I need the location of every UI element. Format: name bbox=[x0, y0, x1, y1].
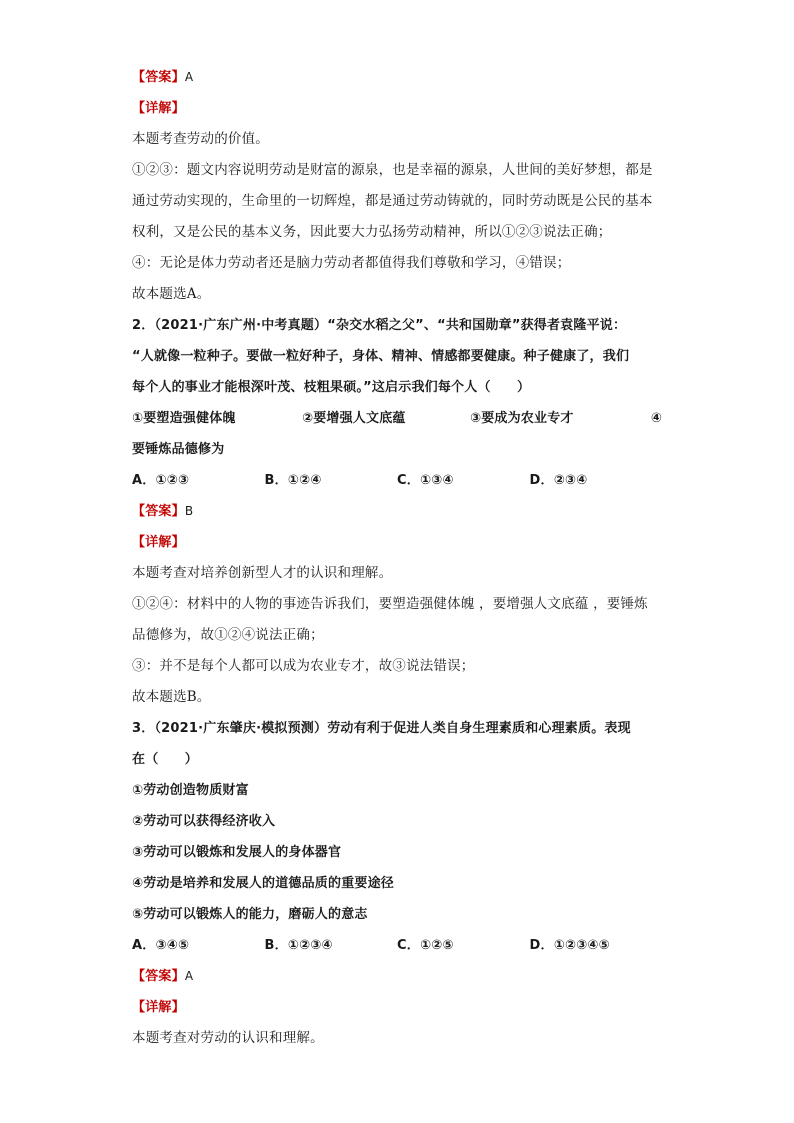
question-stem: “人就像一粒种子。要做一粒好种子，身体、精神、情感都要健康。种子健康了，我们 bbox=[132, 349, 630, 364]
question-item: ④劳动是培养和发展人的道德品质的重要途径 bbox=[132, 876, 395, 891]
option-b: B．①②③④ bbox=[264, 938, 333, 953]
question-item: ①劳动创造物质财富 bbox=[132, 783, 249, 798]
answer-value: A bbox=[184, 969, 194, 983]
options-row bbox=[132, 465, 662, 496]
paragraph-line: 本题考查劳动的价值。 bbox=[132, 131, 269, 147]
item: ③要成为农业专才 bbox=[470, 411, 574, 426]
answer-line bbox=[132, 62, 662, 93]
options-row bbox=[132, 930, 662, 961]
option-c: C．①③④ bbox=[397, 473, 454, 488]
paragraph-line: 品德修为，故①②④说法正确； bbox=[132, 627, 324, 643]
option-b: B．①②④ bbox=[264, 473, 322, 488]
question-stem: 2．（2021·广东广州·中考真题）“杂交水稻之父”、“共和国勋章”获得者袁隆平说： bbox=[132, 318, 627, 333]
question-item: ②劳动可以获得经济收入 bbox=[132, 814, 276, 829]
paragraph-line: ①②③：题文内容说明劳动是财富的源泉，也是幸福的源泉，人世间的美好梦想，都是 bbox=[132, 162, 653, 178]
answer-value: B bbox=[184, 504, 194, 518]
option-a: A．①②③ bbox=[132, 473, 190, 488]
question-item-continued: 要锤炼品德修为 bbox=[132, 442, 225, 457]
paragraph-line: ④：无论是体力劳动者还是脑力劳动者都值得我们尊敬和学习，④错误； bbox=[132, 255, 571, 271]
question-stem: 3．（2021·广东肇庆·模拟预测）劳动有利于促进人类自身生理素质和心理素质。表现 bbox=[132, 721, 631, 736]
option-d: D．①②③④⑤ bbox=[529, 938, 610, 953]
detail-line bbox=[132, 992, 662, 1023]
answer-value: A bbox=[184, 70, 194, 84]
paragraph-line: 权利，又是公民的基本义务，因此要大力弘扬劳动精神，所以①②③说法正确； bbox=[132, 224, 612, 240]
question-item: ⑤劳动可以锻炼人的能力，磨砺人的意志 bbox=[132, 907, 368, 922]
detail-tag: 【详解】 bbox=[132, 101, 185, 116]
paragraph-line: ①②④：材料中的人物的事迹告诉我们，要塑造强健体魄 ，要增强人文底蕴 ，要锤炼 bbox=[132, 596, 648, 612]
answer-tag: 【答案】 bbox=[132, 70, 185, 85]
answer-tag: 【答案】 bbox=[132, 969, 185, 984]
question-item: ③劳动可以锻炼和发展人的身体器官 bbox=[132, 845, 342, 860]
detail-tag: 【详解】 bbox=[132, 535, 185, 550]
option-a: A．③④⑤ bbox=[132, 938, 190, 953]
question-items bbox=[132, 403, 662, 434]
answer-line bbox=[132, 961, 662, 992]
paragraph-line: 故本题选B。 bbox=[132, 689, 211, 705]
question-stem: 在（ ） bbox=[132, 752, 199, 767]
paragraph-line: 通过劳动实现的，生命里的一切辉煌，都是通过劳动铸就的，同时劳动既是公民的基本 bbox=[132, 193, 653, 209]
answer-tag: 【答案】 bbox=[132, 504, 185, 519]
item: ②要增强人文底蕴 bbox=[302, 411, 406, 426]
option-d: D．②③④ bbox=[529, 473, 588, 488]
question-stem: 每个人的事业才能根深叶茂、枝粗果硕。”这启示我们每个人（ ） bbox=[132, 380, 531, 395]
detail-line bbox=[132, 527, 662, 558]
detail-tag: 【详解】 bbox=[132, 1000, 185, 1015]
paragraph-line: 本题考查对劳动的认识和理解。 bbox=[132, 1030, 324, 1046]
paragraph-line: 本题考查对培养创新型人才的认识和理解。 bbox=[132, 565, 393, 581]
document-page bbox=[132, 62, 662, 1054]
paragraph-line: ③：并不是每个人都可以成为农业专才，故③说法错误； bbox=[132, 658, 475, 674]
detail-line bbox=[132, 93, 662, 124]
paragraph-line: 故本题选A。 bbox=[132, 286, 211, 302]
option-c: C．①②⑤ bbox=[397, 938, 454, 953]
item: ①要塑造强健体魄 bbox=[132, 411, 236, 426]
item: ④ bbox=[650, 411, 662, 426]
answer-line bbox=[132, 496, 662, 527]
